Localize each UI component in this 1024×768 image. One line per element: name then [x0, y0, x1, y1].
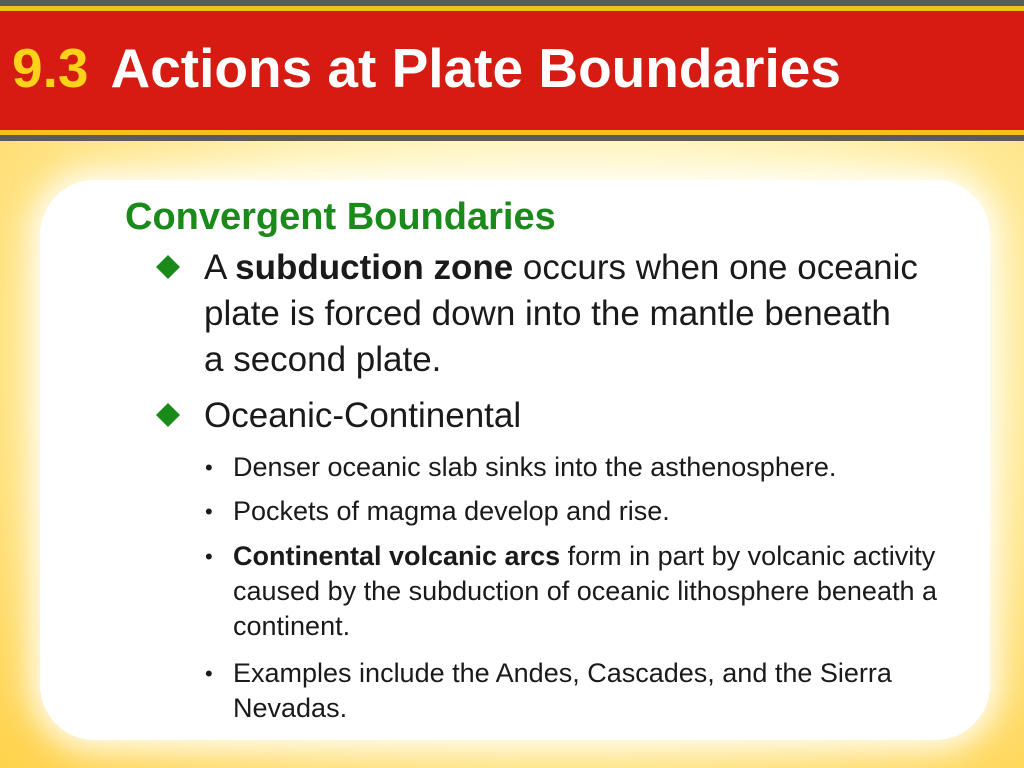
section-number: 9.3: [12, 37, 89, 99]
sub-bullet-magma: [205, 494, 965, 529]
sub-bullet-examples: [205, 656, 965, 726]
title-bar-dark-border: [0, 135, 1024, 141]
dot-icon: •: [205, 544, 213, 569]
slide-heading: Convergent Boundaries: [125, 196, 556, 238]
sub-bullet-volcanic-arcs: [205, 539, 965, 644]
dot-icon: •: [205, 661, 213, 686]
diamond-icon: [156, 255, 180, 279]
term-subduction-zone: subduction zone: [235, 248, 514, 287]
term-continental-volcanic-arcs: Continental volcanic arcs: [233, 541, 561, 571]
bullet-subduction-zone: [158, 245, 918, 383]
sub-bullet-text: Examples include the Andes, Cascades, and the Sierra Nevadas.: [233, 658, 892, 723]
diamond-icon: [156, 403, 180, 427]
dot-icon: •: [205, 455, 213, 480]
dot-icon: •: [205, 499, 213, 524]
sub-bullet-text: Denser oceanic slab sinks into the asthenosphere.: [233, 452, 837, 482]
sub-bullet-denser-slab: [205, 450, 965, 485]
sub-bullet-text: Continental volcanic arcs form in part by volcanic activity caused by the subduction of oceanic lithosphere beneath a continent.: [233, 541, 938, 641]
bullet-text: A subduction zone occurs when one oceanic plate is forced down into the mantle beneath a second plate.: [204, 248, 918, 379]
sub-bullet-text: Pockets of magma develop and rise.: [233, 496, 670, 526]
section-title: Actions at Plate Boundaries: [110, 37, 841, 99]
bullet-oceanic-continental: [158, 393, 918, 439]
bullet-text: Oceanic-Continental: [204, 396, 522, 435]
slide-title: [12, 33, 841, 103]
